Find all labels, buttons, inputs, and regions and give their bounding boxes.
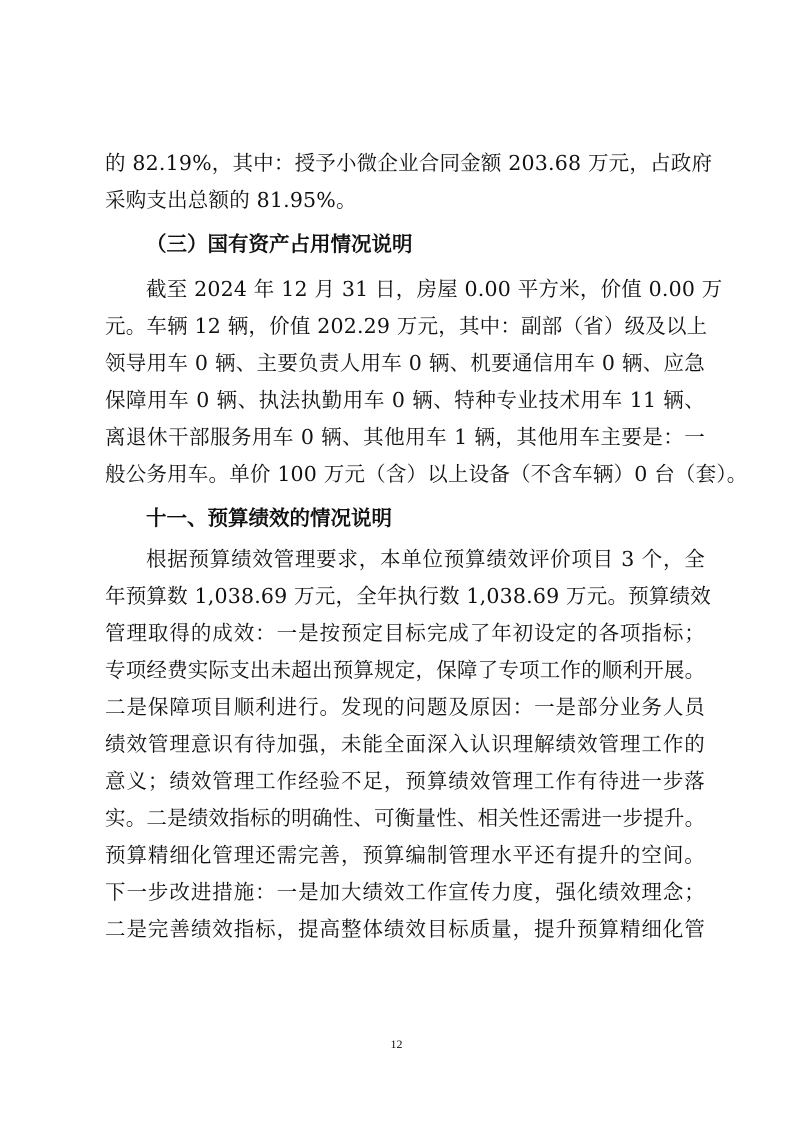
paragraph-line: 截至 2024 年 12 月 31 日，房屋 0.00 平方米，价值 0.00 万 (146, 277, 723, 301)
paragraph-line: 根据预算绩效管理要求，本单位预算绩效评价项目 3 个，全 (146, 547, 705, 571)
paragraph-line: 下一步改进措施：一是加大绩效工作宣传力度，强化绩效理念； (105, 880, 705, 904)
section-heading-assets: （三）国有资产占用情况说明 (146, 232, 413, 256)
paragraph-line: 领导用车 0 辆、主要负责人用车 0 辆、机要通信用车 0 辆、应急 (105, 351, 705, 375)
paragraph-line: 实。二是绩效指标的明确性、可衡量性、相关性还需进一步提升。 (105, 806, 706, 830)
paragraph-line: 元。车辆 12 辆，价值 202.29 万元，其中：副部（省）级及以上 (105, 314, 708, 338)
paragraph-line: 意义；绩效管理工作经验不足，预算绩效管理工作有待进一步落 (105, 769, 705, 793)
page-number: 12 (390, 1037, 403, 1051)
paragraph-line: 管理取得的成效：一是按预定目标完成了年初设定的各项指标； (105, 621, 705, 645)
paragraph-line: 年预算数 1,038.69 万元，全年执行数 1,038.69 万元。预算绩效 (105, 584, 711, 608)
paragraph-line: 二是保障项目顺利进行。发现的问题及原因：一是部分业务人员 (105, 695, 705, 719)
paragraph-line: 的 82.19%，其中：授予小微企业合同金额 203.68 万元，占政府 (105, 151, 713, 175)
paragraph-line: 预算精细化管理还需完善，预算编制管理水平还有提升的空间。 (105, 843, 705, 867)
paragraph-line: 绩效管理意识有待加强，未能全面深入认识理解绩效管理工作的 (105, 732, 705, 756)
paragraph-line: 专项经费实际支出未超出预算规定，保障了专项工作的顺利开展。 (105, 658, 706, 682)
paragraph-line: 二是完善绩效指标，提高整体绩效目标质量，提升预算精细化管 (105, 917, 705, 941)
paragraph-line: 般公务用车。单价 100 万元（含）以上设备（不含车辆）0 台（套）。 (105, 462, 748, 486)
section-heading-performance: 十一、预算绩效的情况说明 (146, 506, 392, 530)
paragraph-line: 保障用车 0 辆、执法执勤用车 0 辆、特种专业技术用车 11 辆、 (105, 388, 705, 412)
paragraph-line: 离退休干部服务用车 0 辆、其他用车 1 辆，其他用车主要是：一 (105, 425, 705, 449)
paragraph-line: 采购支出总额的 81.95%。 (105, 188, 357, 212)
